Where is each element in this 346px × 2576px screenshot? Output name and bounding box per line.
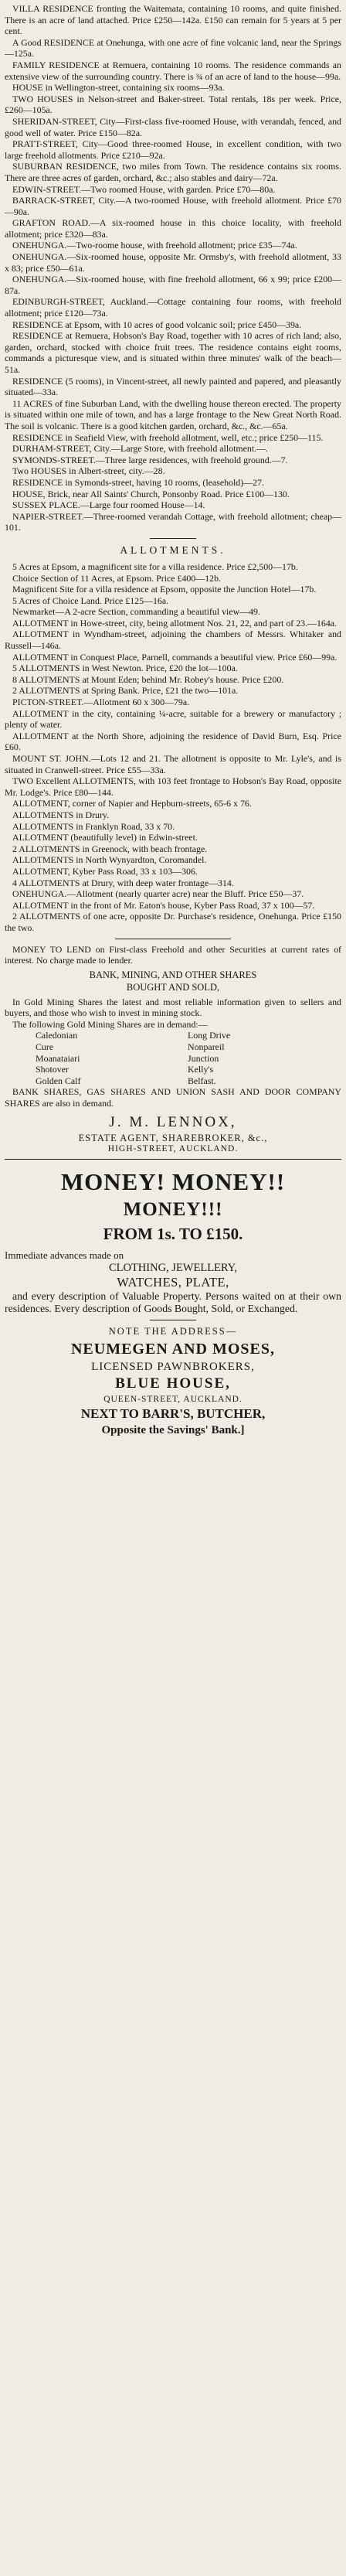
allotment-listing: 5 Acres at Epsom, a magnificent site for a villa residence. Price £2,500—17b. bbox=[12, 561, 298, 572]
share-name: Junction bbox=[188, 1052, 219, 1064]
money-to-lend-text: MONEY TO LEND on First-class Freehold and other Securities at current rates of interest. No charge made to lender. bbox=[5, 943, 341, 966]
property-listings bbox=[5, 3, 341, 533]
property-listing: SYMONDS-STREET.—Three large residences, with freehold ground.—7. bbox=[12, 454, 288, 465]
property-listing: 11 ACRES of fine Suburban Land, with the dwelling house thereon erected. The property is situated within one mile of town, and has a large frontage to the New Great North Road. The soil is volcanic. There is a good kitchen garden, orchard, &c., &c.—65a. bbox=[5, 397, 341, 431]
agent-name: J. M. LENNOX, bbox=[109, 1113, 237, 1130]
property-listing: Two HOUSES in Albert-street, city.—28. bbox=[12, 465, 165, 477]
allotment-listing: 5 ALLOTMENTS in West Newton. Price, £20 the lot—100a. bbox=[12, 663, 238, 674]
advertisement-divider bbox=[5, 1159, 341, 1160]
property-listing: A Good RESIDENCE at Onehunga, with one acre of fine volcanic land, near the Springs—125a. bbox=[5, 36, 341, 60]
watches-plate: WATCHES, PLATE, bbox=[117, 1275, 229, 1290]
allotment-listing: ALLOTMENT in Conquest Place, Parnell, commands a beautiful view. Price £60—99a. bbox=[12, 651, 338, 663]
allotment-listing: MOUNT ST. JOHN.—Lots 12 and 21. The allotment is opposite to Mr. Lyle's, and is situated in Cranwell-street. Price £55—33a. bbox=[5, 753, 341, 775]
gold-intro-text: In Gold Mining Shares the latest and most reliable information given to sellers and buyers, and those who wish to invest in mining stock. bbox=[5, 996, 341, 1019]
property-listing: RESIDENCE (5 rooms), in Vincent-street, all newly painted and papered, and pleasantly situated—33a. bbox=[5, 375, 341, 398]
share-name: Cure bbox=[36, 1041, 54, 1053]
shares-list bbox=[5, 1030, 341, 1086]
property-listing: SHERIDAN-STREET, City—First-class five-roomed House, with verandah, fenced, and good well of water. Price £150—82a. bbox=[5, 115, 341, 138]
property-listing: RESIDENCE in Seafield View, with freehold allotment, well, etc.; price £250—115. bbox=[12, 431, 324, 443]
property-listing: SUBURBAN RESIDENCE, two miles from Town. The residence contains six rooms. There are three acres of garden, orchard, &c.; also stables and dairy—72a. bbox=[5, 161, 341, 183]
property-listing: BARRACK-STREET, City.—A two-roomed House, with freehold allotment. Price £70—90a. bbox=[5, 195, 341, 217]
share-name: Moanataiari bbox=[36, 1052, 80, 1064]
share-name: Belfast. bbox=[188, 1075, 216, 1086]
allotment-listing: ALLOTMENT in the city, containing ¼-acre, suitable for a brewery or manufactory ; plenty of water. bbox=[5, 707, 341, 731]
blue-house: BLUE HOUSE, bbox=[115, 1375, 231, 1392]
clothing-jewellery: CLOTHING, JEWELLERY, bbox=[108, 1262, 238, 1275]
allotment-listing: 8 ALLOTMENTS at Mount Eden; behind Mr. Robey's house. Price £200. bbox=[12, 673, 284, 685]
money-headline-1: MONEY! MONEY!! bbox=[60, 1167, 286, 1195]
gold-mining-section bbox=[5, 997, 341, 1109]
bank-shares-heading bbox=[5, 969, 341, 993]
property-listing: ONEHUNGA.—Six-roomed house, with fine freehold allotment, 66 x 99; price £200—87a. bbox=[5, 274, 341, 296]
allotment-listing: 2 ALLOTMENTS in Greenock, with beach frontage. bbox=[12, 843, 208, 854]
allotment-listing: ONEHUNGA.—Allotment (nearly quarter acre) near the Bluff. Price £50—37. bbox=[12, 888, 304, 900]
allotment-listing: Choice Section of 11 Acres, at Epsom. Price £400—12b. bbox=[12, 572, 222, 584]
allotment-listing: PICTON-STREET.—Allotment 60 x 300—79a. bbox=[12, 697, 190, 708]
allotment-listing: ALLOTMENT (beautifully level) in Edwin-street. bbox=[12, 832, 198, 843]
section-divider bbox=[150, 538, 196, 539]
immediate-advances: Immediate advances made on bbox=[5, 1249, 124, 1261]
share-name: Golden Calf bbox=[36, 1075, 81, 1086]
allotment-listing: ALLOTMENT at the North Shore, adjoining the residence of David Burn, Esq. Price £60. bbox=[5, 730, 341, 753]
allotment-listings bbox=[5, 561, 341, 934]
property-listing: EDWIN-STREET.—Two roomed House, with garden. Price £70—80a. bbox=[12, 183, 276, 195]
property-listing: HOUSE, Brick, near All Saints' Church, Ponsonby Road. Price £100—130. bbox=[12, 488, 290, 499]
property-listing: VILLA RESIDENCE fronting the Waitemata, containing 10 rooms, and quite finished. There is an acre of land attached. Price £250—142a. £150 can remain for 5 years at 5 per cent. bbox=[5, 3, 341, 37]
every-description: and every description of Valuable Property. Persons waited on at their own residences. Every description of Goods Bought, Sold, or Exchanged. bbox=[5, 1290, 341, 1315]
allotment-listing: Newmarket—A 2-acre Section, commanding a beautiful view—49. bbox=[12, 606, 260, 618]
share-name: Caledonian bbox=[36, 1030, 78, 1041]
advances-section bbox=[5, 1250, 341, 1262]
valuable-property-text bbox=[5, 1290, 341, 1315]
property-listing: SUSSEX PLACE.—Large four roomed House—14. bbox=[12, 499, 205, 511]
property-listing: RESIDENCE in Symonds-street, having 10 rooms, (leasehold)—27. bbox=[12, 476, 264, 488]
gold-demand-text: The following Gold Mining Shares are in demand:— bbox=[12, 1018, 208, 1030]
allotment-listing: 4 ALLOTMENTS at Drury, with deep water frontage—314. bbox=[12, 877, 234, 888]
agent-title: ESTATE AGENT, SHAREBROKER, &c., bbox=[78, 1132, 268, 1143]
property-listing: RESIDENCE at Epsom, with 10 acres of good volcanic soil; price £450—39a. bbox=[12, 319, 302, 330]
next-to-butcher: NEXT TO BARR'S, BUTCHER, bbox=[80, 1406, 266, 1422]
allotment-listing: ALLOTMENTS in Drury. bbox=[12, 809, 110, 820]
property-listing: EDINBURGH-STREET, Auckland.—Cottage containing four rooms, with freehold allotment; price £120—73a. bbox=[5, 296, 341, 319]
bank-heading-line-2: BOUGHT AND SOLD, bbox=[126, 981, 220, 993]
allotment-listing: Magnificent Site for a villa residence at Epsom, opposite the Junction Hotel—17b. bbox=[12, 584, 317, 595]
property-listing: FAMILY RESIDENCE at Remuera, containing 10 rooms. The residence commands an extensive view of the surrounding country. There is ¾ of an acre of land to the house—99a. bbox=[5, 59, 341, 82]
property-listing: TWO HOUSES in Nelson-street and Baker-street. Total rentals, 18s per week. Price, £260—105a. bbox=[5, 93, 341, 116]
allotment-listing: ALLOTMENT, corner of Napier and Hepburn-streets, 65-6 x 76. bbox=[12, 798, 252, 809]
allotment-listing: TWO Excellent ALLOTMENTS, with 103 feet frontage to Hobson's Bay Road, opposite Mr. Lodge's. Price £80—144. bbox=[5, 775, 341, 798]
allotment-listing: 5 Acres of Choice Land. Price £125—16a. bbox=[12, 595, 169, 606]
property-listing: NAPIER-STREET.—Three-roomed verandah Cottage, with freehold allotment; cheap—101. bbox=[5, 510, 341, 533]
property-listing: HOUSE in Wellington-street, containing six rooms—93a. bbox=[12, 82, 225, 94]
allotment-listing: ALLOTMENT in Wyndham-street, adjoining the chambers of Messrs. Whitaker and Russell—146a. bbox=[5, 629, 341, 652]
property-listing: PRATT-STREET, City—Good three-roomed House, in excellent condition, with two large freehold allotments. Price £210—92a. bbox=[5, 138, 341, 161]
allotment-listing: ALLOTMENT, Kyber Pass Road, 33 x 103—306. bbox=[12, 865, 198, 877]
allotment-listing: 2 ALLOTMENTS at Spring Bank. Price, £21 the two—101a. bbox=[12, 685, 239, 697]
allotments-heading: ALLOTMENTS. bbox=[120, 543, 226, 556]
allotment-listing: ALLOTMENT in Howe-street, city, being allotment Nos. 21, 22, and part of 23.—164a. bbox=[12, 617, 338, 629]
note-address: NOTE THE ADDRESS— bbox=[108, 1326, 238, 1337]
pawnbroker-licensed: LICENSED PAWNBROKERS, bbox=[91, 1361, 255, 1374]
share-name: Kelly's bbox=[188, 1064, 214, 1075]
money-range: FROM 1s. TO £150. bbox=[103, 1224, 243, 1243]
pawnbroker-name: NEUMEGEN AND MOSES, bbox=[70, 1341, 276, 1358]
property-listing: RESIDENCE at Remuera, Hobson's Bay Road, together with 10 acres of rich land; also, garden, orchard, stocked with choice fruit trees. The residence contains eight rooms, commands a picturesque view, and is situated within three minutes' walk of the beach—51a. bbox=[5, 330, 341, 375]
money-headline-2: MONEY!!! bbox=[123, 1198, 223, 1220]
allotment-listing: ALLOTMENT in the front of Mr. Eaton's house, Kyber Pass Road, 37 x 100—57. bbox=[12, 899, 315, 911]
bank-shares-text: BANK SHARES, GAS SHARES AND UNION SASH AND DOOR COMPANY SHARES are also in demand. bbox=[5, 1086, 341, 1109]
property-listing: GRAFTON ROAD.—A six-roomed house in this choice locality, with freehold allotment; price £320—83a. bbox=[5, 217, 341, 240]
opposite-savings-bank: Opposite the Savings' Bank.] bbox=[101, 1424, 245, 1437]
bank-heading-line-1: BANK, MINING, AND OTHER SHARES bbox=[89, 969, 257, 980]
share-name: Shotover bbox=[36, 1064, 69, 1075]
money-to-lend-notice bbox=[5, 944, 341, 966]
property-listing: ONEHUNGA.—Six-roomed house, opposite Mr. Ormsby's, with freehold allotment, 33 x 83; price £50—61a. bbox=[5, 251, 341, 274]
allotment-listing: ALLOTMENTS in Franklyn Road, 33 x 70. bbox=[12, 820, 175, 832]
property-listing: ONEHUNGA.—Two-roome house, with freehold allotment; price £35—74a. bbox=[12, 240, 297, 251]
share-name: Nonpareil bbox=[188, 1041, 225, 1053]
allotment-listing: 2 ALLOTMENTS of one acre, opposite Dr. Purchase's residence, Onehunga. Price £150 the two. bbox=[5, 911, 341, 933]
allotment-listing: ALLOTMENTS in North Wynyardton, Coromandel. bbox=[12, 854, 207, 866]
agent-address: HIGH-STREET, AUCKLAND. bbox=[107, 1143, 239, 1153]
property-listing: DURHAM-STREET, City.—Large Store, with freehold allotment.—. bbox=[12, 443, 269, 455]
pawnbroker-address: QUEEN-STREET, AUCKLAND. bbox=[103, 1395, 243, 1405]
share-name: Long Drive bbox=[188, 1030, 231, 1041]
